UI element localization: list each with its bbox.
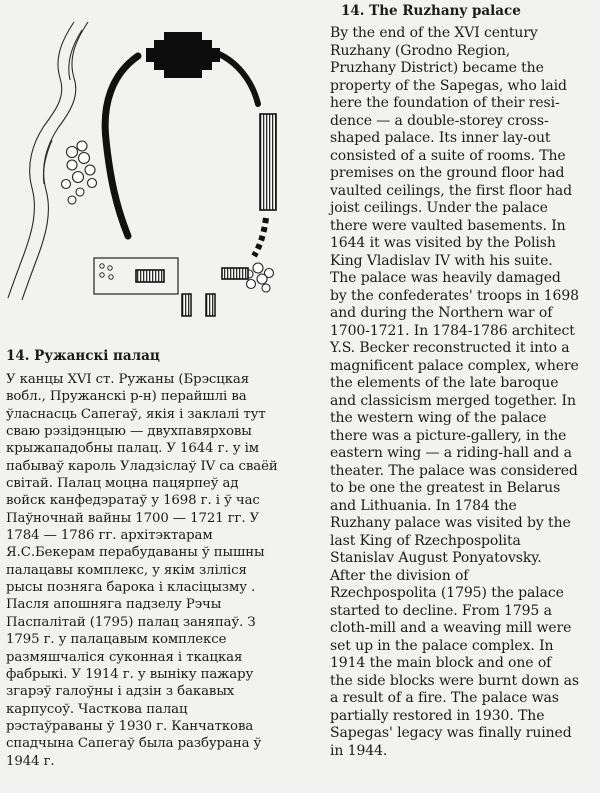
- cross-shaped-palace: [146, 32, 220, 78]
- text-line: палацавы комплекс, у якім зліліся: [6, 562, 247, 578]
- text-line: Пасля апошняга падзелу Рэчы: [6, 597, 222, 613]
- text-line: last King of Rzechpospolita: [330, 532, 521, 549]
- text-line: After the division of: [330, 567, 469, 584]
- south-gate-post-right: [206, 294, 215, 316]
- river-banks: [8, 22, 88, 300]
- text-line: shaped palace. Its inner lay-out: [330, 130, 551, 146]
- text-line: By the end of the XVI century: [330, 25, 538, 41]
- text-line: вобл., Пружанскі р-н) перайшлі ва: [6, 389, 247, 405]
- text-line: спадчына Сапегаў была разбурана ў: [6, 736, 262, 752]
- text-line: King Vladislav IV with his suite.: [330, 252, 553, 269]
- west-gate-block: [136, 270, 164, 282]
- text-line: пабываў кароль Уладзіслаў IV са сваёй: [6, 458, 278, 474]
- text-line: and during the Northern war of: [330, 305, 553, 321]
- text-line: the side blocks were burnt down as: [330, 672, 579, 689]
- belarusian-text: [6, 371, 324, 770]
- text-line: and Lithuania. In 1784 the: [330, 497, 517, 514]
- text-line: here the foundation of their resi-: [330, 95, 560, 111]
- text-line: Rzechpospolita (1795) the palace: [330, 585, 564, 601]
- text-line: dence — a double-storey cross-: [330, 112, 549, 129]
- courtyard-dashed-segment: [254, 218, 266, 256]
- text-line: cloth-mill and a weaving mill were: [330, 620, 572, 636]
- text-line: Паспалітай (1795) палац заняпаў. З: [6, 614, 256, 630]
- text-line: войск канфедэратаў у 1698 г. і ў час: [6, 493, 260, 509]
- english-section: [330, 2, 595, 760]
- text-line: 1644 it was visited by the Polish: [330, 235, 556, 251]
- text-line: 1795 г. у палацавым комплексе: [6, 632, 227, 648]
- text-line: joist ceilings. Under the palace: [330, 200, 548, 216]
- text-line: eastern wing — a riding-hall and a: [330, 445, 572, 461]
- belarusian-heading: 14. Ружанскі палац: [6, 348, 160, 364]
- text-line: The palace was heavily damaged: [330, 270, 561, 286]
- text-line: Pruzhany District) became the: [330, 60, 544, 76]
- text-line: Y.S. Becker reconstructed it into a: [330, 340, 570, 356]
- text-line: partially restored in 1930. The: [330, 707, 545, 724]
- text-line: there was a picture-gallery, in the: [330, 427, 567, 444]
- text-line: У канцы XVI ст. Ружаны (Брэсцкая: [6, 372, 250, 387]
- text-line: Паўночнай вайны 1700 — 1721 гг. У: [6, 510, 260, 526]
- courtyard-wall-top: [214, 52, 258, 104]
- text-line: рэстаўраваны ў 1930 г. Канчаткова: [6, 718, 254, 734]
- text-line: размяшчаліся суконная і ткацкая: [6, 649, 243, 665]
- text-line: 1944 г.: [6, 753, 55, 769]
- text-line: and classicism merged together. In: [330, 392, 576, 409]
- courtyard-wall: [105, 56, 138, 236]
- english-text: [330, 25, 595, 760]
- text-line: світай. Палац моцна пацярпеў ад: [6, 476, 239, 492]
- english-heading: 14. The Ruzhany palace: [341, 3, 521, 19]
- belarusian-section: [6, 347, 324, 770]
- text-line: vaulted ceilings, the first floor had: [330, 182, 572, 199]
- text-line: 1784 — 1786 гг. архітэктарам: [6, 528, 213, 544]
- palace-site-plan: [2, 0, 322, 335]
- text-line: the elements of the late baroque: [330, 375, 559, 391]
- text-line: Я.С.Бекерам перабудаваны ў пышны: [6, 545, 265, 561]
- text-line: a result of a fire. The palace was: [330, 690, 559, 706]
- tree-clump-right: [245, 263, 274, 292]
- text-line: фабрыкі. У 1914 г. у выніку пажару: [6, 666, 254, 682]
- east-gate-block: [222, 268, 248, 279]
- text-line: consisted of a suite of rooms. The: [330, 147, 566, 164]
- text-line: theater. The palace was considered: [330, 462, 578, 479]
- text-line: by the confederates' troops in 1698: [330, 287, 579, 304]
- text-line: 1914 the main block and one of: [330, 655, 552, 671]
- text-line: set up in the palace complex. In: [330, 637, 554, 654]
- south-gate-post-left: [182, 294, 191, 316]
- outbuilding-marks: [100, 264, 113, 279]
- tree-clump-left: [62, 141, 97, 204]
- text-line: Ruzhany (Grodno Region,: [330, 42, 511, 59]
- text-line: there were vaulted basements. In: [330, 217, 566, 234]
- text-line: magnificent palace complex, where: [330, 357, 579, 374]
- east-wing: [260, 114, 276, 210]
- text-line: property of the Sapegas, who laid: [330, 77, 567, 94]
- text-line: started to decline. From 1795 a: [330, 602, 552, 619]
- text-line: карпусоў. Часткова палац: [6, 701, 188, 717]
- text-line: 1700-1721. In 1784-1786 architect: [330, 322, 575, 339]
- text-line: in 1944.: [330, 742, 388, 759]
- text-line: the western wing of the palace: [330, 410, 547, 426]
- text-line: ўласнасць Сапегаў, якія і заклалі тут: [6, 406, 266, 422]
- text-line: згарэў галоўны і адзін з бакавых: [6, 684, 235, 700]
- text-line: Stanislav August Ponyatovsky.: [330, 550, 542, 566]
- text-line: Ruzhany palace was visited by the: [330, 515, 571, 531]
- text-line: premises on the ground floor had: [330, 165, 565, 181]
- text-line: Sapegas' legacy was finally ruined: [330, 725, 572, 741]
- text-line: сваю рэзідэнцыю — двухпавярховы: [6, 424, 252, 440]
- text-line: крыжападобны палац. У 1644 г. у ім: [6, 441, 259, 457]
- text-line: to be one the greatest in Belarus: [330, 480, 561, 496]
- text-line: рысы позняга барока і класіцызму .: [6, 580, 256, 596]
